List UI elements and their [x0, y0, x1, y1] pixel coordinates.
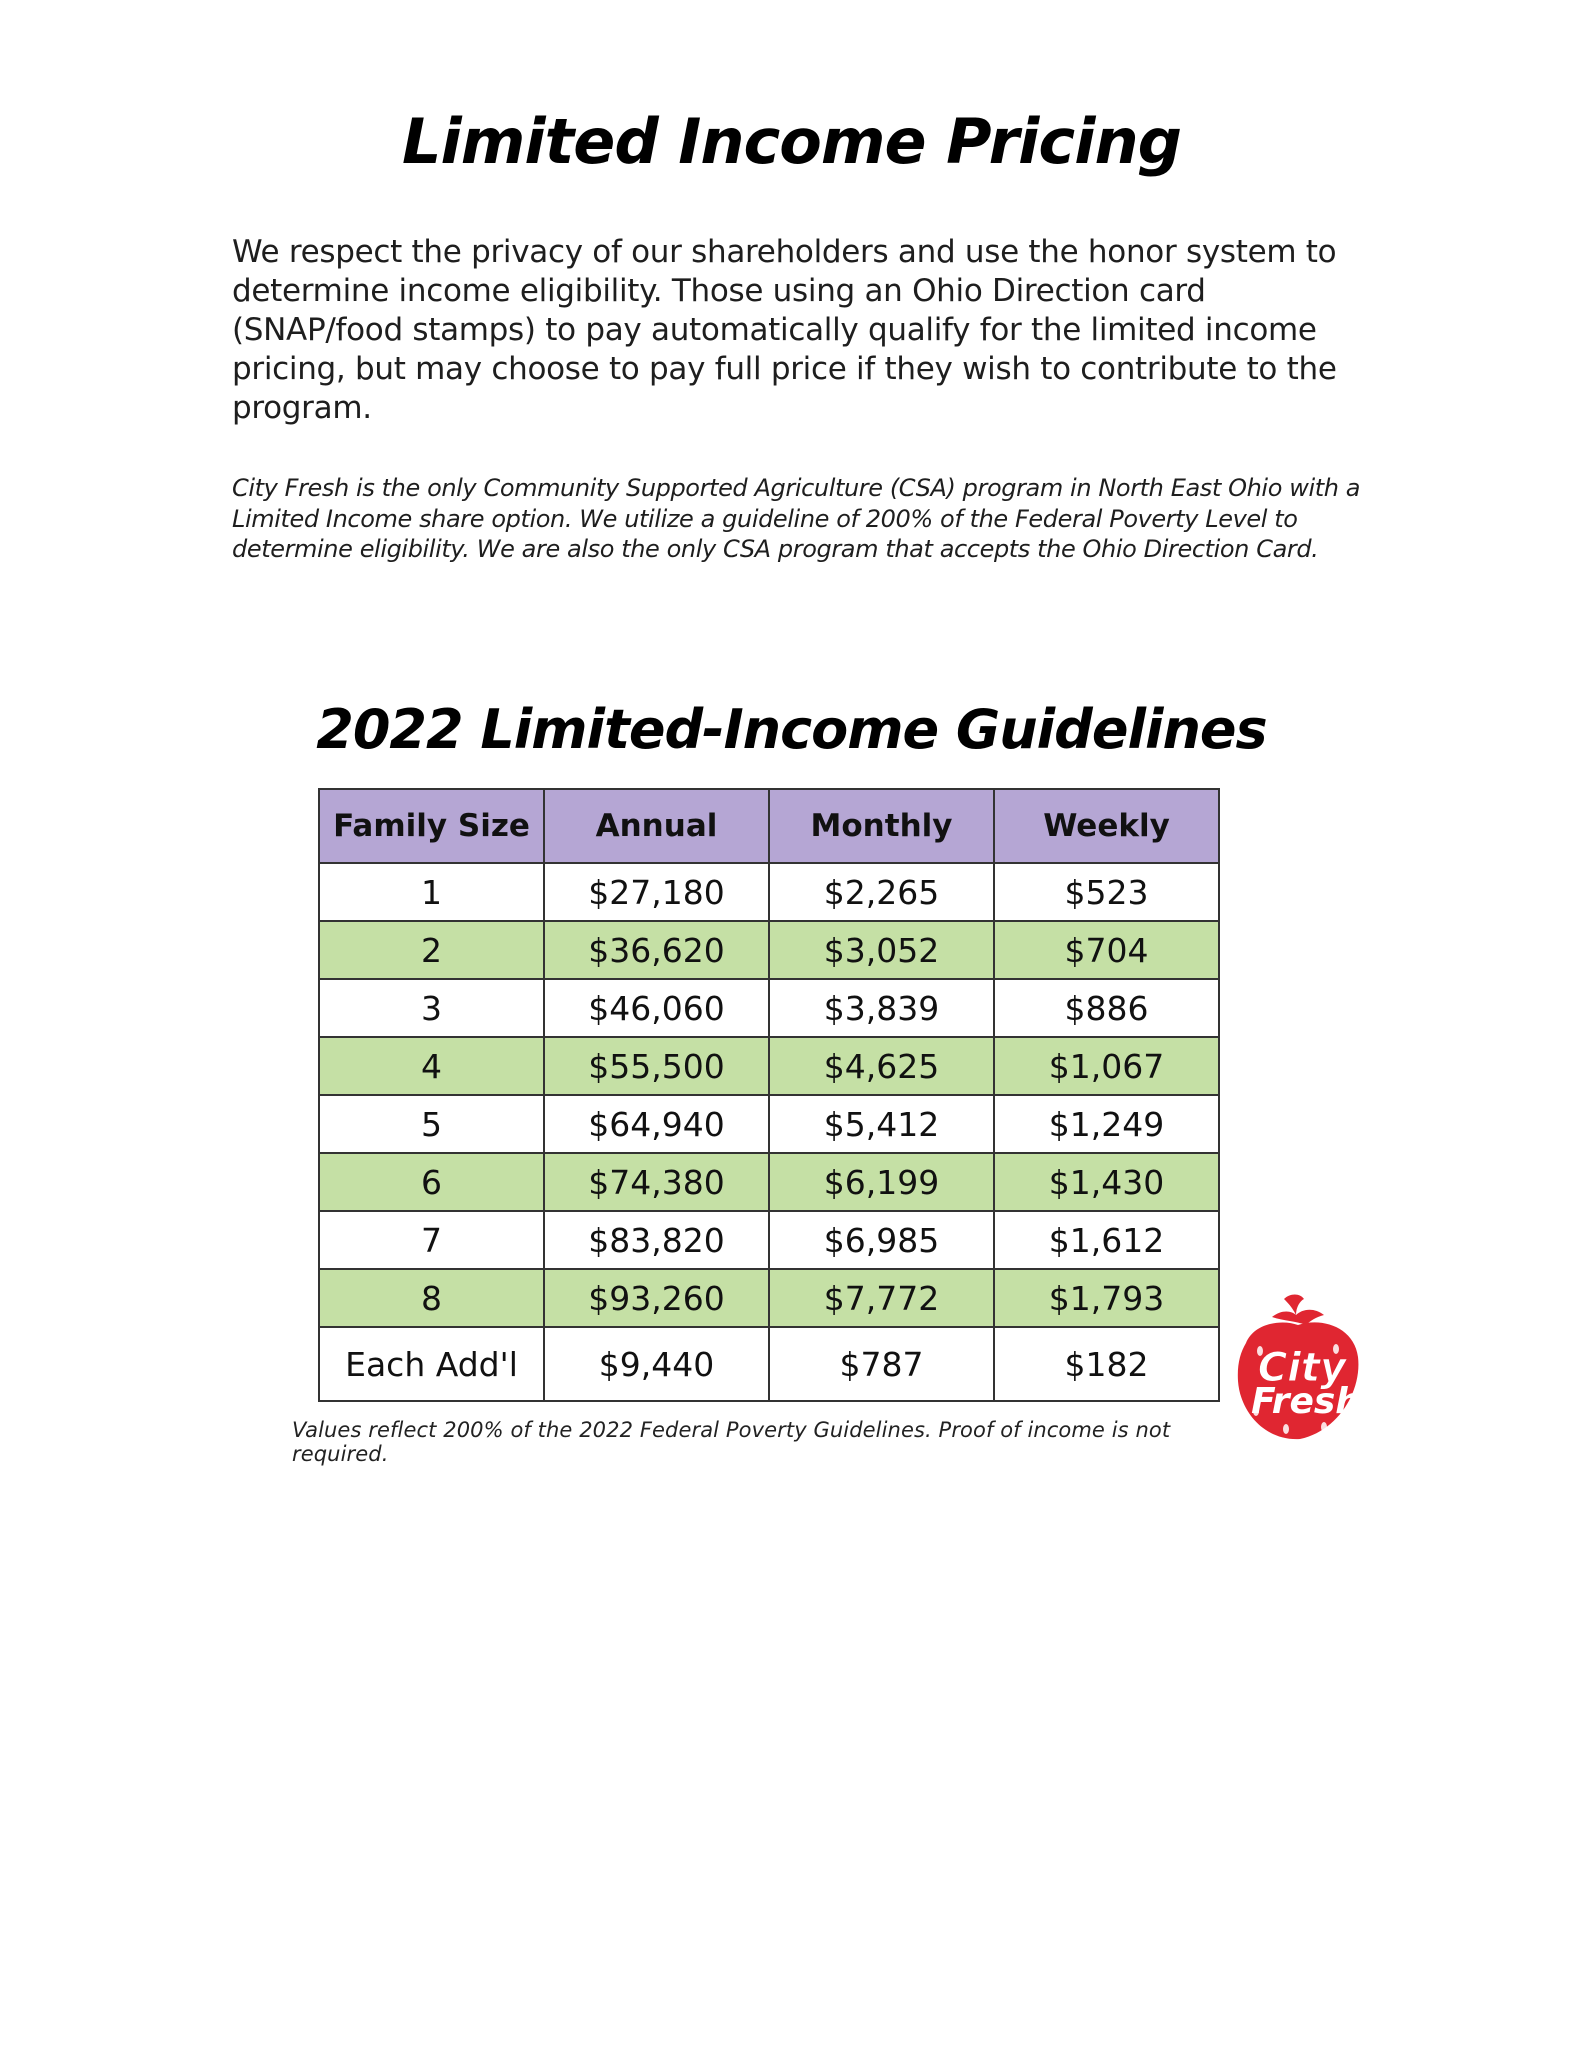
cell-weekly: $1,430 — [994, 1153, 1219, 1211]
cell-monthly: $6,985 — [769, 1211, 994, 1269]
table-row — [319, 1269, 1219, 1327]
cell-monthly: $7,772 — [769, 1269, 994, 1327]
cell-annual: $46,060 — [544, 979, 769, 1037]
cell-annual: $93,260 — [544, 1269, 769, 1327]
cell-annual: $83,820 — [544, 1211, 769, 1269]
cell-monthly: $6,199 — [769, 1153, 994, 1211]
cell-annual: $27,180 — [544, 863, 769, 921]
cell-weekly: $523 — [994, 863, 1219, 921]
cell-annual: $64,940 — [544, 1095, 769, 1153]
table-row — [319, 1211, 1219, 1269]
cell-monthly: $2,265 — [769, 863, 994, 921]
intro-paragraph: We respect the privacy of our shareholders and use the honor system to determine income eligibility. Those using an Ohio Direction card (SNAP/food stamps) to pay automatically qualify for the limited income pricing, but may choose to pay full price if they wish to contribute to the program. — [232, 234, 1337, 426]
table-row-additional — [319, 1327, 1219, 1401]
cell-monthly: $5,412 — [769, 1095, 994, 1153]
cell-annual: $36,620 — [544, 921, 769, 979]
cell-weekly: $182 — [994, 1327, 1219, 1401]
cell-family-size: 3 — [319, 979, 544, 1037]
cell-family-size: Each Add'l — [319, 1327, 544, 1401]
cell-family-size: 1 — [319, 863, 544, 921]
city-fresh-logo — [1226, 1293, 1368, 1443]
table-row — [319, 921, 1219, 979]
table-row — [319, 1037, 1219, 1095]
logo-text-fresh: Fresh — [1251, 1381, 1361, 1422]
cell-weekly: $1,067 — [994, 1037, 1219, 1095]
guidelines-title: 2022 Limited-Income Guidelines — [316, 698, 1267, 761]
cell-family-size: 6 — [319, 1153, 544, 1211]
cell-weekly: $886 — [994, 979, 1219, 1037]
header-monthly: Monthly — [769, 789, 994, 863]
table-row — [319, 863, 1219, 921]
cell-monthly: $787 — [769, 1327, 994, 1401]
cell-weekly: $1,793 — [994, 1269, 1219, 1327]
header-family-size: Family Size — [319, 789, 544, 863]
cell-annual: $55,500 — [544, 1037, 769, 1095]
cell-annual: $9,440 — [544, 1327, 769, 1401]
cell-family-size: 5 — [319, 1095, 544, 1153]
table-row — [319, 979, 1219, 1037]
cell-weekly: $1,612 — [994, 1211, 1219, 1269]
cell-family-size: 4 — [319, 1037, 544, 1095]
cell-family-size: 7 — [319, 1211, 544, 1269]
table-row — [319, 1095, 1219, 1153]
cell-monthly: $3,839 — [769, 979, 994, 1037]
cell-monthly: $4,625 — [769, 1037, 994, 1095]
header-annual: Annual — [544, 789, 769, 863]
table-row — [319, 1153, 1219, 1211]
table-header-row — [319, 789, 1219, 863]
cell-weekly: $1,249 — [994, 1095, 1219, 1153]
cell-annual: $74,380 — [544, 1153, 769, 1211]
header-weekly: Weekly — [994, 789, 1219, 863]
logo-text-city: City — [1257, 1345, 1347, 1391]
cell-weekly: $704 — [994, 921, 1219, 979]
guidelines-table — [318, 788, 1220, 1402]
cell-monthly: $3,052 — [769, 921, 994, 979]
csa-note-paragraph: City Fresh is the only Community Supported Agriculture (CSA) program in North East Ohio with a Limited Income share option. We utilize a guideline of 200% of the Federal Poverty Level to determine eligibility. We are also the only CSA program that accepts the Ohio Direction Card. — [232, 474, 1361, 563]
table-footnote: Values reflect 200% of the 2022 Federal Poverty Guidelines. Proof of income is not required. — [292, 1418, 1171, 1466]
cell-family-size: 8 — [319, 1269, 544, 1327]
page-title: Limited Income Pricing — [402, 105, 1181, 178]
cell-family-size: 2 — [319, 921, 544, 979]
